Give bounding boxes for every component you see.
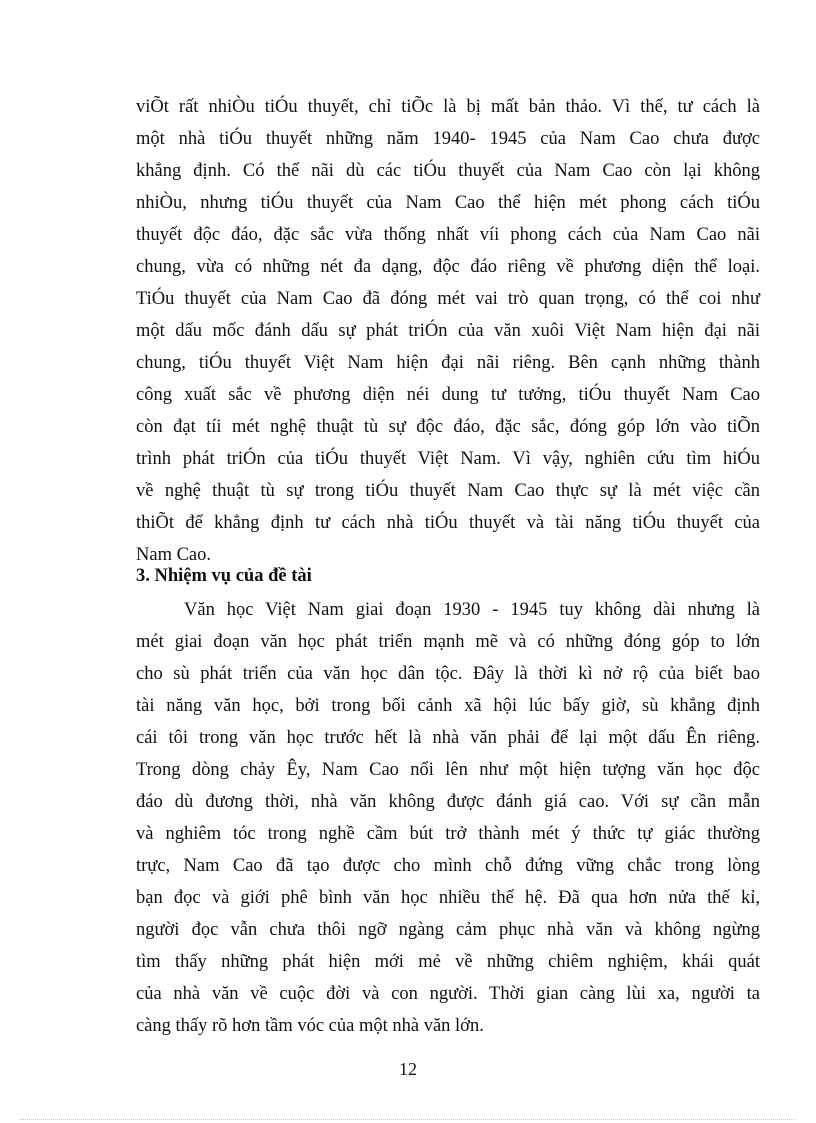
text-line: viÕt rất nhiÒu tiÓu thuyết, chỉ tiÕc là bị mất bản thảo. Vì thế, tư cách là [136, 97, 760, 117]
text-line: mét giai đoạn văn học phát triển mạnh mẽ và có những đóng góp to lớn [136, 632, 760, 652]
text-line: tài năng văn học, bởi trong bối cảnh xã hội lúc bấy giờ, sù khẳng định [136, 696, 760, 716]
text-line: khẳng định. Có thể nãi dù các tiÓu thuyết của Nam Cao còn lại không [136, 161, 760, 181]
text-line: chung, tiÓu thuyết Việt Nam hiện đại nãi riêng. Bên cạnh những thành [136, 353, 760, 373]
text-line: người đọc vẫn chưa thôi ngỡ ngàng cảm phục nhà văn và không ngừng [136, 920, 760, 940]
text-line: tìm thấy những phát hiện mới mẻ về những chiêm nghiệm, khái quát [136, 952, 760, 972]
text-line: cho sù phát triển của văn học dân tộc. Đây là thời kì nở rộ của biết bao [136, 664, 760, 684]
text-line: của nhà văn về cuộc đời và con người. Thời gian càng lùi xa, người ta [136, 984, 760, 1004]
text-line: đáo dù đương thời, nhà văn không được đánh giá cao. Với sự cần mẫn [136, 792, 760, 812]
text-line: thiÕt để khẳng định tư cách nhà tiÓu thuyết và tài năng tiÓu thuyết của [136, 513, 760, 533]
text-line: công xuất sắc về phương diện néi dung tư tưởng, tiÓu thuyết Nam Cao [136, 385, 760, 405]
text-line: nhiÒu, nhưng tiÓu thuyết của Nam Cao thể hiện mét phong cách tiÓu [136, 193, 760, 213]
text-line: chung, vừa có những nét đa dạng, độc đáo riêng về phương diện thể loại. [136, 257, 760, 277]
text-line: Trong dòng chảy Êy, Nam Cao nổi lên như một hiện tượng văn học độc [136, 760, 760, 780]
text-line: Văn học Việt Nam giai đoạn 1930 - 1945 tuy không dài nhưng là [184, 600, 760, 620]
text-line: trực, Nam Cao đã tạo được cho mình chỗ đứng vững chắc trong lòng [136, 856, 760, 876]
text-line: trình phát triÓn của tiÓu thuyết Việt Nam. Vì vậy, nghiên cứu tìm hiÓu [136, 449, 760, 469]
text-line: TiÓu thuyết của Nam Cao đã đóng mét vai trò quan trọng, có thể coi như [136, 289, 760, 309]
text-line: về nghệ thuật tù sự trong tiÓu thuyết Nam Cao thực sự là mét việc cần [136, 481, 760, 501]
text-line: càng thấy rõ hơn tầm vóc của một nhà văn lớn. [136, 1016, 484, 1036]
page-number: 12 [399, 1059, 417, 1079]
section-heading: 3. Nhiệm vụ của đề tài [136, 566, 312, 586]
text-line: cái tôi trong văn học trước hết là nhà văn phải để lại một dấu Ên riêng. [136, 728, 760, 748]
text-line: và nghiêm tóc trong nghề cầm bút trở thành mét ý thức tự giác thường [136, 824, 760, 844]
text-line: bạn đọc và giới phê bình văn học nhiều thế hệ. Đã qua hơn nửa thế kỉ, [136, 888, 760, 908]
text-line: còn đạt tíi mét nghệ thuật tù sự độc đáo, đặc sắc, đóng góp lớn vào tiÕn [136, 417, 760, 437]
text-line: Nam Cao. [136, 545, 212, 565]
text-line: một dấu mốc đánh dấu sự phát triÓn của văn xuôi Việt Nam hiện đại nãi [136, 321, 760, 341]
text-line: một nhà tiÓu thuyết những năm 1940- 1945 của Nam Cao chưa được [136, 129, 760, 149]
text-line: thuyết độc đáo, đặc sắc vừa thống nhất víi phong cách của Nam Cao nãi [136, 225, 760, 245]
page-bottom-divider [20, 1119, 796, 1120]
